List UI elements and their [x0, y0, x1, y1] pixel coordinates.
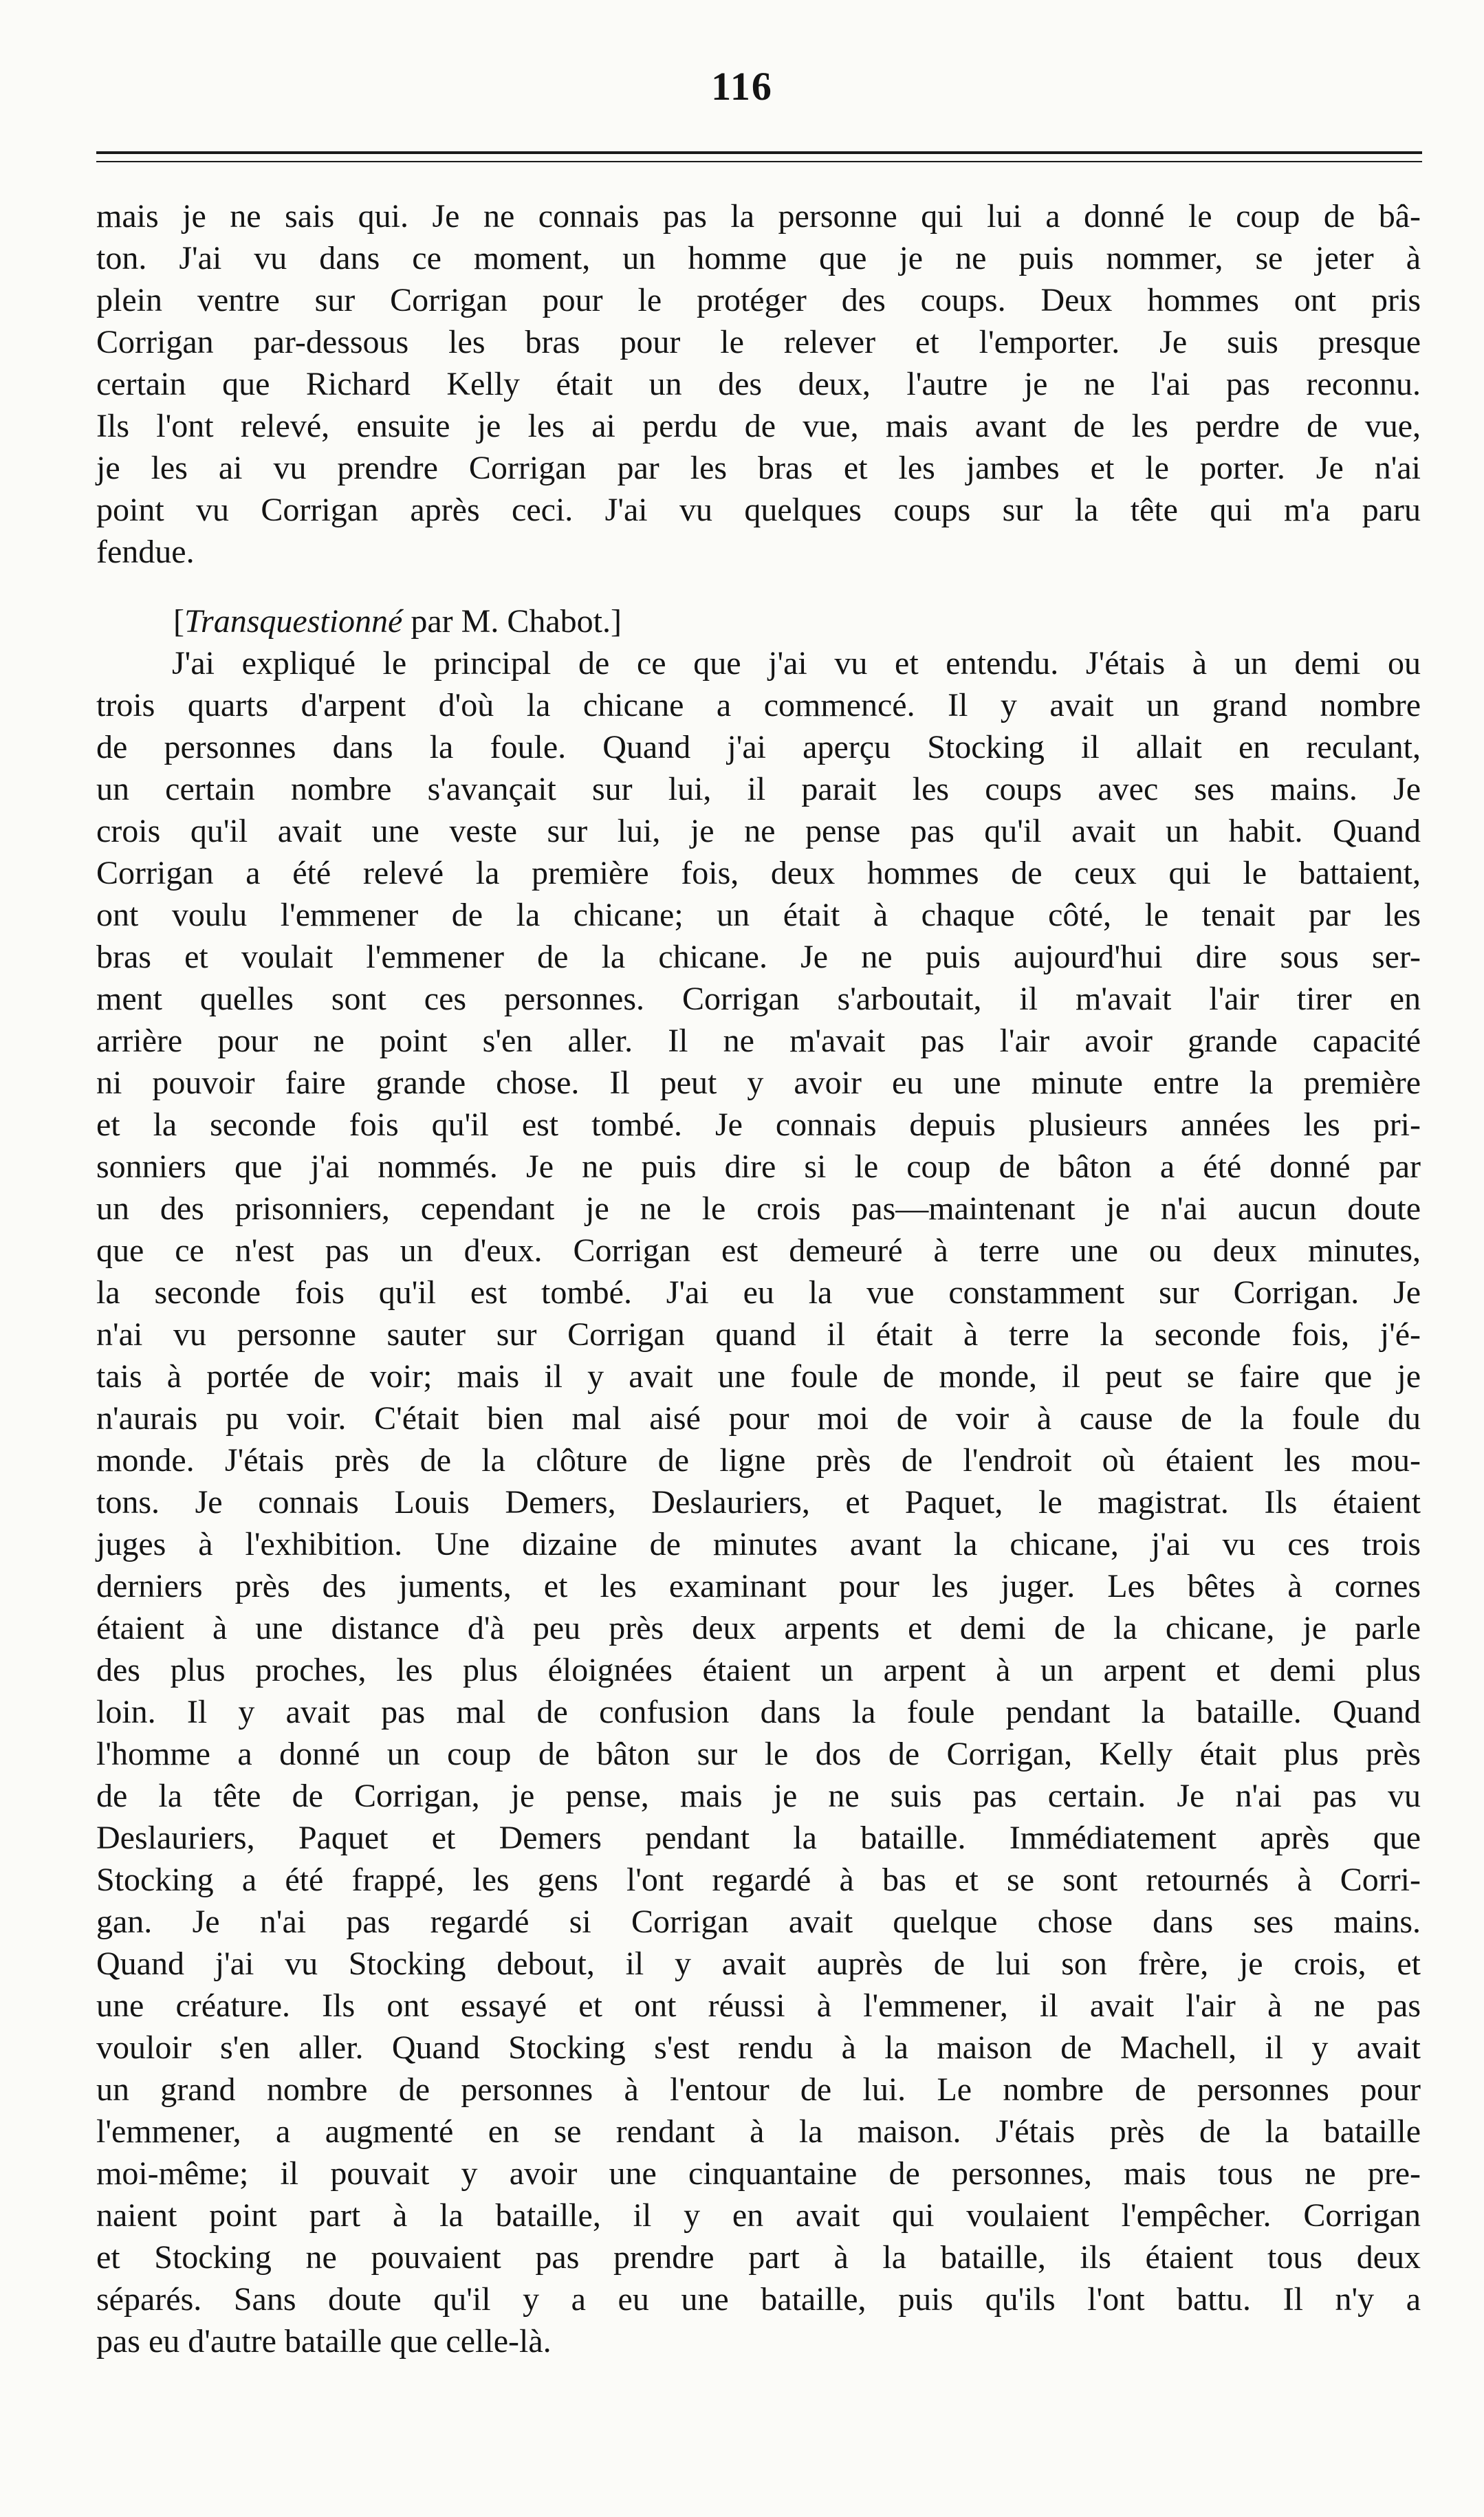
text-line: un des prisonniers, cependant je ne le crois pas—maintenant je n'ai aucun doute — [96, 1190, 1421, 1227]
text-line: de la tête de Corrigan, je pense, mais je ne suis pas certain. Je n'ai pas vu — [96, 1778, 1421, 1814]
text-line: Stocking a été frappé, les gens l'ont regardé à bas et se sont retournés à Corri- — [96, 1862, 1421, 1898]
text-line: étaient à une distance d'à peu près deux arpents et demi de la chicane, je parle — [96, 1610, 1421, 1646]
text-line: certain que Richard Kelly était un des deux, l'autre je ne l'ai pas reconnu. — [96, 366, 1421, 402]
text-line: fendue. — [96, 534, 195, 570]
text-line: mais je ne sais qui. Je ne connais pas la personne qui lui a donné le coup de bâ- — [96, 198, 1421, 235]
text-line: J'ai expliqué le principal de ce que j'ai vu et entendu. J'étais à un demi ou — [172, 645, 1421, 682]
text-line: et Stocking ne pouvaient pas prendre part à la bataille, ils étaient tous deux — [96, 2239, 1421, 2276]
text-line: ton. J'ai vu dans ce moment, un homme que je ne puis nommer, se jeter à — [96, 240, 1421, 276]
header-rule — [96, 151, 1422, 162]
text-line: Corrigan par-dessous les bras pour le relever et l'emporter. Je suis presque — [96, 324, 1421, 360]
text-line: tais à portée de voir; mais il y avait une foule de monde, il peut se faire que je — [96, 1358, 1421, 1395]
text-line: naient point part à la bataille, il y en avait qui voulaient l'empêcher. Corrigan — [96, 2197, 1421, 2234]
text-line: loin. Il y avait pas mal de confusion dans la foule pendant la bataille. Quand — [96, 1694, 1421, 1730]
text-line: ment quelles sont ces personnes. Corrigan s'arboutait, il m'avait l'air tirer en — [96, 981, 1421, 1017]
paragraph-gap — [96, 573, 1421, 600]
text-line: je les ai vu prendre Corrigan par les bras et les jambes et le porter. Je n'ai — [96, 450, 1421, 486]
text-line: Quand j'ai vu Stocking debout, il y avait auprès de lui son frère, je crois, et — [96, 1946, 1421, 1982]
text-line: Corrigan a été relevé la première fois, deux hommes de ceux qui le battaient, — [96, 855, 1421, 891]
text-line: pas eu d'autre bataille que celle-là. — [96, 2323, 552, 2360]
text-line: une créature. Ils ont essayé et ont réussi à l'emmener, il avait l'air à ne pas — [96, 1987, 1421, 2024]
paragraph-testimony — [96, 195, 1421, 573]
text-line: un certain nombre s'avançait sur lui, il parait les coups avec ses mains. Je — [96, 771, 1421, 807]
text-line: ont voulu l'emmener de la chicane; un était à chaque côté, le tenait par les — [96, 897, 1421, 933]
cross-examination-heading — [96, 600, 1421, 642]
text-line: n'ai vu personne sauter sur Corrigan quand il était à terre la seconde fois, j'é- — [96, 1316, 1421, 1353]
body-text — [96, 195, 1421, 2362]
text-line: derniers près des juments, et les examinant pour les juger. Les bêtes à cornes — [96, 1568, 1421, 1604]
cross-examination-word: Transquestionné — [184, 603, 403, 640]
text-line: gan. Je n'ai pas regardé si Corrigan avait quelque chose dans ses mains. — [96, 1904, 1421, 1940]
text-line: et la seconde fois qu'il est tombé. Je connais depuis plusieurs années les pri- — [96, 1107, 1421, 1143]
text-line: monde. J'étais près de la clôture de ligne près de l'endroit où étaient les mou- — [96, 1442, 1421, 1479]
text-line: l'homme a donné un coup de bâton sur le dos de Corrigan, Kelly était plus près — [96, 1736, 1421, 1772]
close-bracket: ] — [610, 603, 622, 640]
text-line: que ce n'est pas un d'eux. Corrigan est demeuré à terre une ou deux minutes, — [96, 1232, 1421, 1269]
text-line: Deslauriers, Paquet et Demers pendant la bataille. Immédiatement après que — [96, 1820, 1421, 1856]
text-line: plein ventre sur Corrigan pour le protéger des coups. Deux hommes ont pris — [96, 282, 1421, 318]
text-line: Ils l'ont relevé, ensuite je les ai perdu de vue, mais avant de les perdre de vue, — [96, 408, 1421, 444]
text-line: vouloir s'en aller. Quand Stocking s'est rendu à la maison de Machell, il y avait — [96, 2029, 1421, 2066]
text-line: crois qu'il avait une veste sur lui, je ne pense pas qu'il avait un habit. Quand — [96, 813, 1421, 849]
paragraph-cross-examination — [96, 642, 1421, 2362]
text-line: bras et voulait l'emmener de la chicane. Je ne puis aujourd'hui dire sous ser- — [96, 939, 1421, 975]
cross-examination-by: par M. Chabot. — [402, 603, 611, 640]
page-number: 116 — [711, 64, 773, 109]
text-line: des plus proches, les plus éloignées étaient un arpent à un arpent et demi plus — [96, 1652, 1421, 1688]
text-line: n'aurais pu voir. C'était bien mal aisé pour moi de voir à cause de la foule du — [96, 1400, 1421, 1437]
text-line: de personnes dans la foule. Quand j'ai aperçu Stocking il allait en reculant, — [96, 729, 1421, 765]
text-line: trois quarts d'arpent d'où la chicane a commencé. Il y avait un grand nombre — [96, 687, 1421, 723]
text-line: point vu Corrigan après ceci. J'ai vu quelques coups sur la tête qui m'a paru — [96, 492, 1421, 528]
text-line: arrière pour ne point s'en aller. Il ne m'avait pas l'air avoir grande capacité — [96, 1023, 1421, 1059]
text-line: ni pouvoir faire grande chose. Il peut y avoir eu une minute entre la première — [96, 1065, 1421, 1101]
text-line: juges à l'exhibition. Une dizaine de minutes avant la chicane, j'ai vu ces trois — [96, 1526, 1421, 1562]
text-line: un grand nombre de personnes à l'entour de lui. Le nombre de personnes pour — [96, 2071, 1421, 2108]
text-line: séparés. Sans doute qu'il y a eu une bataille, puis qu'ils l'ont battu. Il n'y a — [96, 2281, 1421, 2318]
open-bracket: [ — [173, 603, 184, 640]
text-line: la seconde fois qu'il est tombé. J'ai eu la vue constamment sur Corrigan. Je — [96, 1274, 1421, 1311]
text-line: moi-même; il pouvait y avoir une cinquantaine de personnes, mais tous ne pre- — [96, 2155, 1421, 2192]
text-line: tons. Je connais Louis Demers, Deslauriers, et Paquet, le magistrat. Ils étaient — [96, 1484, 1421, 1521]
text-line: sonniers que j'ai nommés. Je ne puis dire si le coup de bâton a été donné par — [96, 1148, 1421, 1185]
text-line: l'emmener, a augmenté en se rendant à la maison. J'étais près de la bataille — [96, 2113, 1421, 2150]
